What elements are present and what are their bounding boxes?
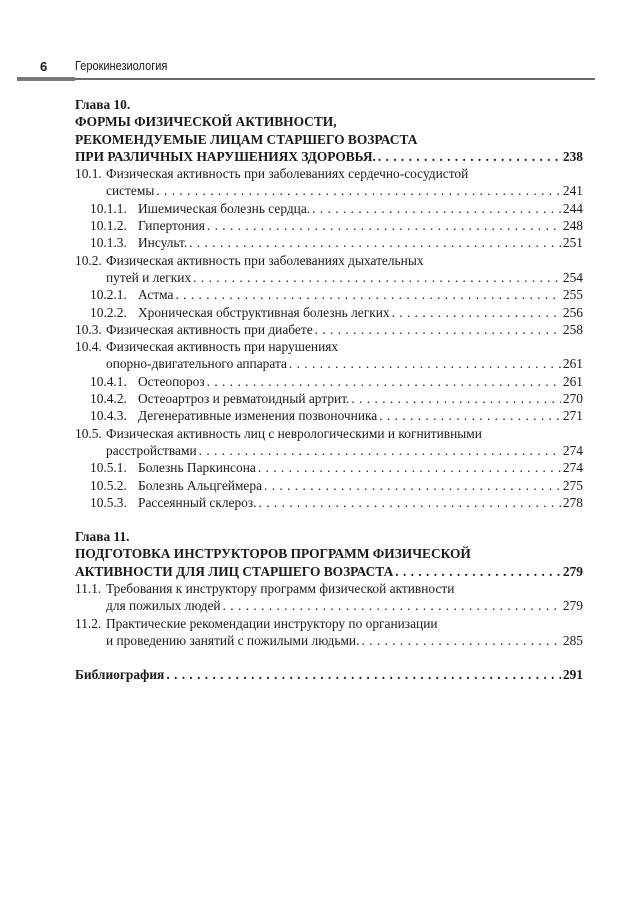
toc-page-number: 256 bbox=[562, 304, 583, 320]
dot-leader bbox=[289, 355, 561, 372]
chapter-title-text: АКТИВНОСТИ ДЛЯ ЛИЦ СТАРШЕГО ВОЗРАСТА bbox=[75, 563, 394, 579]
entry-number: 10.2.1. bbox=[90, 287, 127, 303]
entry-number: 10.1. bbox=[75, 166, 102, 182]
entry-title: Рассеянный склероз. bbox=[138, 494, 257, 510]
entry-number: 10.5.2. bbox=[90, 477, 127, 493]
dot-leader bbox=[264, 477, 561, 494]
dot-leader bbox=[379, 407, 561, 424]
section-spacer bbox=[75, 649, 583, 666]
dot-leader bbox=[395, 563, 561, 580]
running-header bbox=[0, 58, 638, 80]
chapter-title-line[interactable] bbox=[75, 563, 583, 580]
toc-entry-continuation[interactable] bbox=[75, 632, 583, 649]
entry-title: Хроническая обструктивная болезнь легких bbox=[138, 304, 390, 320]
entry-title: Физическая активность при нарушениях bbox=[106, 339, 339, 355]
chapter-title-text: ФОРМЫ ФИЗИЧЕСКОЙ АКТИВНОСТИ, bbox=[75, 114, 337, 130]
page-number: 6 bbox=[40, 59, 48, 74]
entry-title: и проведению занятий с пожилыми людьми. bbox=[106, 632, 360, 648]
dot-leader bbox=[189, 234, 561, 251]
entry-title: Гипертония bbox=[138, 218, 205, 234]
dot-leader bbox=[378, 148, 561, 165]
toc-page-number: 279 bbox=[562, 563, 583, 579]
dot-leader bbox=[312, 200, 561, 217]
dot-leader bbox=[258, 459, 561, 476]
toc-entry bbox=[75, 425, 583, 442]
toc-page-number: 271 bbox=[562, 408, 583, 424]
entry-title: Астма bbox=[138, 287, 174, 303]
toc-page-number: 274 bbox=[562, 460, 583, 476]
toc-entry[interactable] bbox=[75, 494, 583, 511]
table-of-contents bbox=[75, 96, 583, 684]
entry-number: 11.2. bbox=[75, 615, 102, 631]
chapter-title-line bbox=[75, 113, 583, 130]
entry-title: Библиография bbox=[75, 667, 165, 683]
entry-title: Остеопороз bbox=[138, 373, 205, 389]
toc-page-number: 238 bbox=[562, 148, 583, 164]
toc-entry bbox=[75, 580, 583, 597]
toc-entry[interactable] bbox=[75, 407, 583, 424]
toc-entry[interactable] bbox=[75, 321, 583, 338]
entry-number: 10.4.1. bbox=[90, 373, 127, 389]
entry-number: 10.4.3. bbox=[90, 408, 127, 424]
toc-entry[interactable] bbox=[75, 477, 583, 494]
toc-page-number: 275 bbox=[562, 477, 583, 493]
toc-page-number: 251 bbox=[562, 235, 583, 251]
toc-entry[interactable] bbox=[75, 304, 583, 321]
chapter-title-line[interactable] bbox=[75, 148, 583, 165]
toc-entry-bibliography[interactable] bbox=[75, 666, 583, 683]
entry-number: 10.4.2. bbox=[90, 391, 127, 407]
toc-entry[interactable] bbox=[75, 390, 583, 407]
entry-number: 10.1.1. bbox=[90, 200, 127, 216]
entry-title: Дегенеративные изменения позвоночника bbox=[138, 408, 378, 424]
toc-page-number: 241 bbox=[562, 183, 583, 199]
entry-title: Требования к инструктору программ физической активности bbox=[106, 581, 455, 597]
dot-leader bbox=[351, 390, 561, 407]
entry-number: 10.4. bbox=[75, 339, 102, 355]
entry-number: 10.5.1. bbox=[90, 460, 127, 476]
dot-leader bbox=[315, 321, 561, 338]
toc-entry-continuation[interactable] bbox=[75, 442, 583, 459]
entry-title: опорно-двигательного аппарата bbox=[106, 356, 287, 372]
toc-entry bbox=[75, 252, 583, 269]
toc-page-number: 254 bbox=[562, 269, 583, 285]
toc-page-number: 261 bbox=[562, 356, 583, 372]
header-rule bbox=[75, 78, 595, 80]
toc-page-number: 270 bbox=[562, 391, 583, 407]
toc-page-number: 285 bbox=[562, 632, 583, 648]
entry-title: Болезнь Паркинсона bbox=[138, 460, 256, 476]
entry-title: Физическая активность при заболеваниях дыхательных bbox=[106, 252, 424, 268]
toc-entry[interactable] bbox=[75, 373, 583, 390]
entry-title: Практические рекомендации инструктору по организации bbox=[106, 615, 438, 631]
chapter-title-text: РЕКОМЕНДУЕМЫЕ ЛИЦАМ СТАРШЕГО ВОЗРАСТА bbox=[75, 131, 418, 147]
chapter-label bbox=[75, 96, 583, 113]
entry-title: Остеоартроз и ревматоидный артрит. bbox=[138, 391, 350, 407]
dot-leader bbox=[156, 182, 561, 199]
dot-leader bbox=[223, 597, 561, 614]
chapter-number: Глава 10. bbox=[75, 97, 131, 112]
entry-number: 10.1.3. bbox=[90, 235, 127, 251]
entry-title: путей и легких bbox=[106, 269, 192, 285]
toc-entry bbox=[75, 165, 583, 182]
entry-number: 11.1. bbox=[75, 581, 102, 597]
entry-number: 10.3. bbox=[75, 321, 102, 337]
toc-entry[interactable] bbox=[75, 286, 583, 303]
toc-entry-continuation[interactable] bbox=[75, 182, 583, 199]
toc-entry[interactable] bbox=[75, 459, 583, 476]
entry-number: 10.5.3. bbox=[90, 494, 127, 510]
entry-number: 10.2.2. bbox=[90, 304, 127, 320]
dot-leader bbox=[193, 269, 561, 286]
toc-entry[interactable] bbox=[75, 234, 583, 251]
header-rule-accent bbox=[17, 77, 75, 81]
dot-leader bbox=[207, 373, 561, 390]
toc-page-number: 255 bbox=[562, 287, 583, 303]
toc-entry bbox=[75, 615, 583, 632]
entry-title: Физическая активность лиц с неврологическими и когнитивными bbox=[106, 425, 482, 441]
dot-leader bbox=[175, 286, 560, 303]
chapter-title-line bbox=[75, 545, 583, 562]
toc-page-number: 274 bbox=[562, 442, 583, 458]
chapter-spacer bbox=[75, 511, 583, 528]
toc-page-number: 278 bbox=[562, 494, 583, 510]
dot-leader bbox=[166, 666, 561, 683]
entry-title: для пожилых людей bbox=[106, 598, 221, 614]
toc-entry-continuation[interactable] bbox=[75, 269, 583, 286]
dot-leader bbox=[361, 632, 560, 649]
entry-number: 10.2. bbox=[75, 252, 102, 268]
entry-number: 10.5. bbox=[75, 425, 102, 441]
entry-title: системы bbox=[106, 183, 155, 199]
entry-title: Болезнь Альцгеймера bbox=[138, 477, 263, 493]
toc-entry[interactable] bbox=[75, 217, 583, 234]
toc-entry-continuation[interactable] bbox=[75, 597, 583, 614]
chapter-number: Глава 11. bbox=[75, 529, 130, 545]
chapter-title-text: ПРИ РАЗЛИЧНЫХ НАРУШЕНИЯХ ЗДОРОВЬЯ. bbox=[75, 148, 376, 164]
entry-title: Ишемическая болезнь сердца. bbox=[138, 200, 311, 216]
chapter-title-line bbox=[75, 131, 583, 148]
chapter-title-text: ПОДГОТОВКА ИНСТРУКТОРОВ ПРОГРАММ ФИЗИЧЕСКОЙ bbox=[75, 546, 471, 562]
toc-page-number: 261 bbox=[562, 373, 583, 389]
dot-leader bbox=[392, 304, 561, 321]
toc-page-number: 248 bbox=[562, 218, 583, 234]
toc-page-number: 244 bbox=[562, 200, 583, 216]
dot-leader bbox=[207, 217, 561, 234]
toc-entry[interactable] bbox=[75, 200, 583, 217]
dot-leader bbox=[259, 494, 561, 511]
entry-title: Физическая активность при заболеваниях сердечно-сосудистой bbox=[106, 166, 469, 182]
entry-title: Физическая активность при диабете bbox=[106, 321, 313, 337]
dot-leader bbox=[199, 442, 561, 459]
entry-title: расстройствами bbox=[106, 442, 197, 458]
chapter-label bbox=[75, 528, 583, 545]
toc-page-number: 279 bbox=[562, 598, 583, 614]
entry-title: Инсульт. bbox=[138, 235, 188, 251]
toc-entry-continuation[interactable] bbox=[75, 355, 583, 372]
running-title: Герокинезиология bbox=[75, 59, 168, 73]
toc-page-number: 258 bbox=[562, 321, 583, 337]
toc-entry bbox=[75, 338, 583, 355]
toc-page-number: 291 bbox=[562, 667, 583, 683]
entry-number: 10.1.2. bbox=[90, 218, 127, 234]
